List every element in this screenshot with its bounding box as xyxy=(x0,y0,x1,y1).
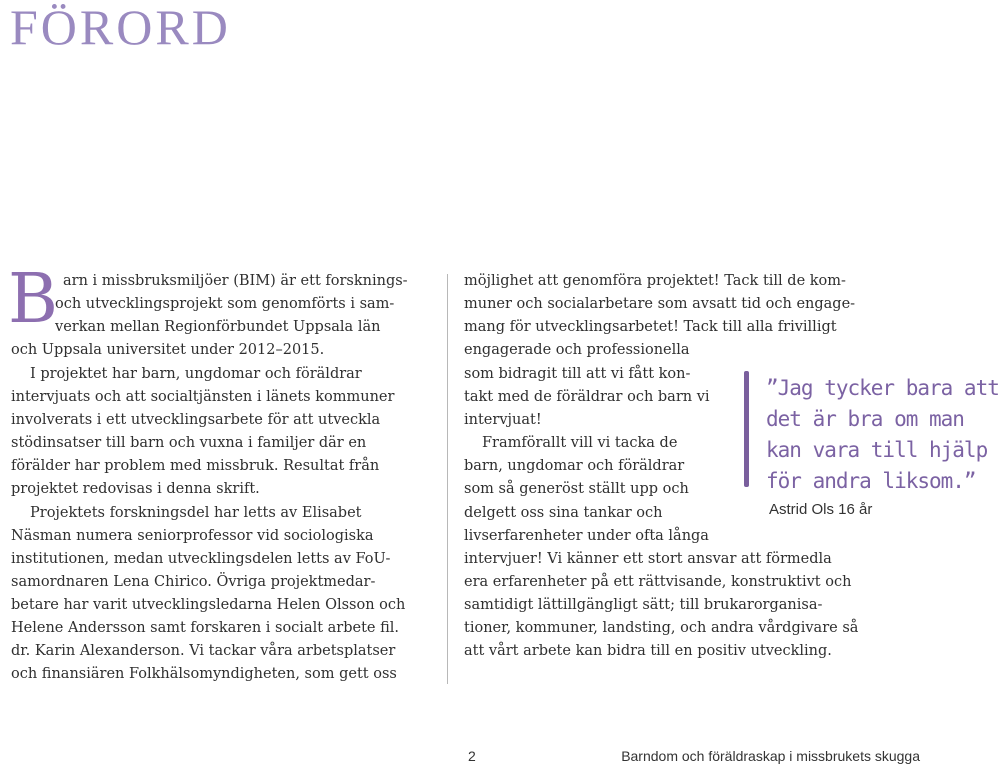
footer-publication-title: Barndom och föräldraskap i missbrukets skugga xyxy=(621,748,920,764)
left-line: betare har varit utvecklingsledarna Helen Olsson och xyxy=(11,597,406,613)
left-line: intervjuats och att socialtjänsten i länets kommuner xyxy=(11,389,395,405)
quote-line: det är bra om man xyxy=(766,407,964,431)
right-line: som så generöst ställt upp och xyxy=(464,481,689,497)
right-line: som bidragit till att vi fått kon- xyxy=(464,366,691,382)
left-line: involverats i ett utvecklingsarbete för att utveckla xyxy=(11,412,381,428)
right-line: livserfarenheter under ofta långa xyxy=(464,528,709,544)
right-line: delgett oss sina tankar och xyxy=(464,505,663,521)
drop-cap: B xyxy=(8,260,58,339)
left-line: samordnaren Lena Chirico. Övriga projektmedar- xyxy=(11,574,376,590)
right-line: muner och socialarbetare som avsatt tid och engage- xyxy=(464,296,856,312)
right-line: era erfarenheter på ett rättvisande, konstruktivt och xyxy=(464,574,852,590)
left-line: verkan mellan Regionförbundet Uppsala län xyxy=(55,319,381,335)
right-line: mang för utvecklingsarbetet! Tack till alla frivilligt xyxy=(464,319,837,335)
right-line: intervjuat! xyxy=(464,412,542,428)
right-line: att vårt arbete kan bidra till en positiv utveckling. xyxy=(464,643,832,659)
left-line: stödinsatser till barn och vuxna i familjer där en xyxy=(11,435,367,451)
quote-line: för andra liksom.” xyxy=(766,469,976,493)
column-divider xyxy=(447,274,448,684)
left-line: Projektets forskningsdel har letts av Elisabet xyxy=(30,505,362,521)
left-line: Helene Andersson samt forskaren i socialt arbete fil. xyxy=(11,620,400,636)
left-line: och utvecklingsprojekt som genomförts i sam- xyxy=(55,296,395,312)
right-line: samtidigt lättillgängligt sätt; till brukarorganisa- xyxy=(464,597,823,613)
left-line: och finansiären Folkhälsomyndigheten, som gett oss xyxy=(11,666,397,682)
left-line: förälder har problem med missbruk. Resultat från xyxy=(11,458,380,474)
right-line: möjlighet att genomföra projektet! Tack till de kom- xyxy=(464,273,846,289)
left-line: dr. Karin Alexanderson. Vi tackar våra arbetsplatser xyxy=(11,643,396,659)
left-line: institutionen, medan utvecklingsdelen letts av FoU- xyxy=(11,551,391,567)
right-line: engagerade och professionella xyxy=(464,342,690,358)
left-line: och Uppsala universitet under 2012–2015. xyxy=(11,342,325,358)
quote-author: Astrid Ols 16 år xyxy=(769,501,873,518)
right-line: barn, ungdomar och föräldrar xyxy=(464,458,685,474)
left-line: Näsman numera seniorprofessor vid sociologiska xyxy=(11,528,374,544)
left-line: I projektet har barn, ungdomar och föräldrar xyxy=(30,366,362,382)
right-line: takt med de föräldrar och barn vi xyxy=(464,389,710,405)
quote-bar xyxy=(744,371,749,487)
right-line: intervjuer! Vi känner ett stort ansvar att förmedla xyxy=(464,551,832,567)
left-line: projektet redovisas i denna skrift. xyxy=(11,481,260,497)
quote-line: ”Jag tycker bara att xyxy=(766,376,999,400)
right-line: tioner, kommuner, landsting, och andra vårdgivare så xyxy=(464,620,859,636)
page-number: 2 xyxy=(468,748,476,764)
right-line: Framförallt vill vi tacka de xyxy=(482,435,678,451)
page-title: FÖRORD xyxy=(10,0,231,55)
quote-line: kan vara till hjälp xyxy=(766,438,988,462)
left-line: arn i missbruksmiljöer (BIM) är ett forsknings- xyxy=(63,273,408,289)
